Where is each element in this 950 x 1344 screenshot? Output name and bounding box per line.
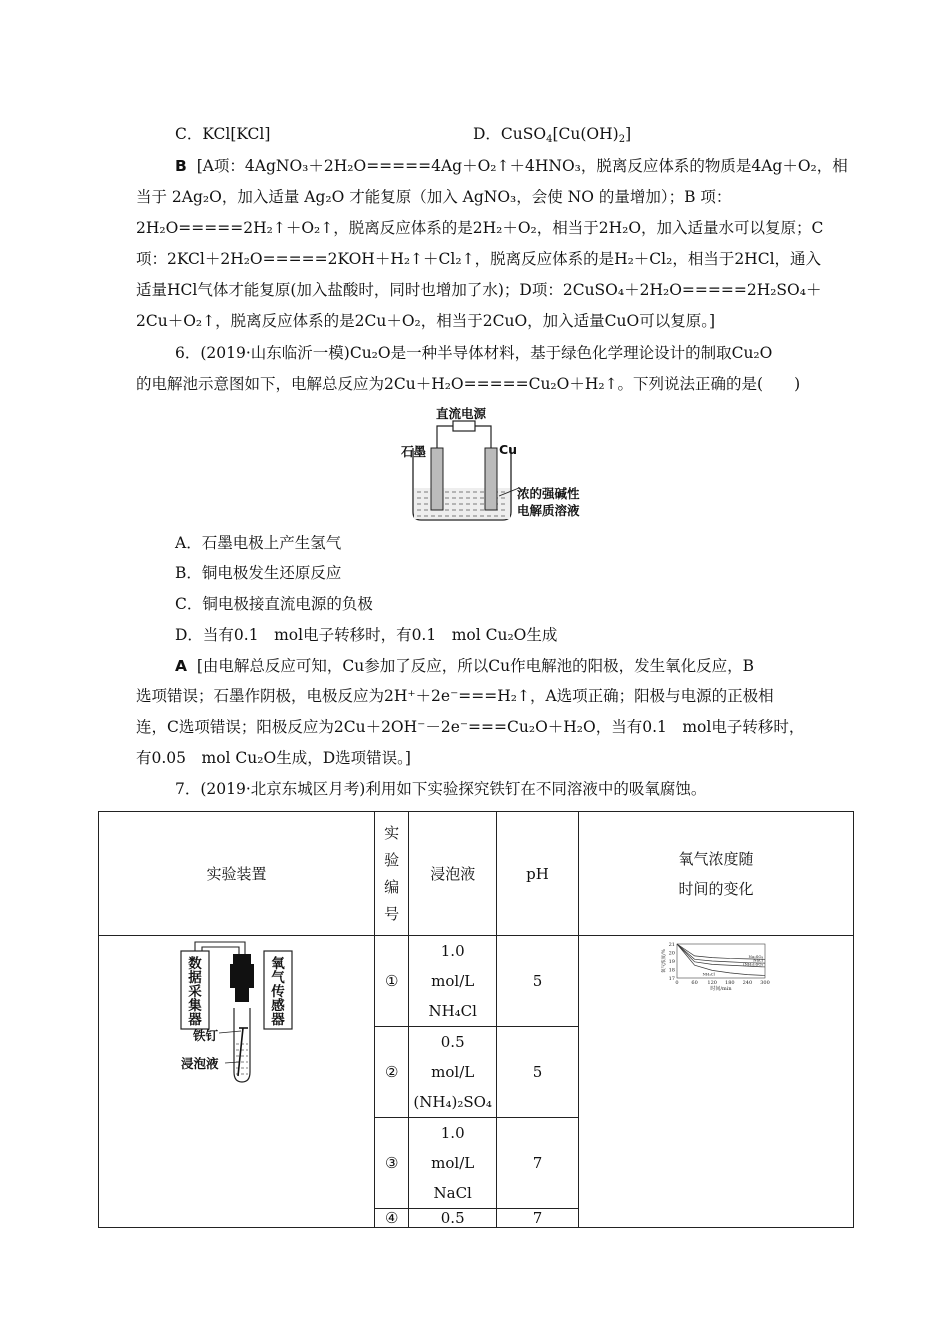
x-tick-label: 240 [742, 980, 753, 986]
y-tick-label: 21 [668, 942, 675, 948]
row2-solution: 0.5 mol/L (NH₄)₂SO₄ [409, 1027, 497, 1118]
answer-q5-line3: 2H₂O=====2H₂↑＋O₂↑，脱离反应体系的是2H₂＋O₂，相当于2H₂O，加入适量水可以复原；C [136, 219, 824, 237]
header-ph: pH [497, 812, 579, 936]
row1-solution: 1.0 mol/L NH₄Cl [409, 936, 497, 1027]
x-tick-label: 0 [675, 980, 679, 986]
row4-solution: 0.5 [409, 1209, 497, 1228]
electrolysis-figure [395, 402, 595, 524]
label-cu: Cu [499, 442, 518, 457]
answer-q6-line3: 连，C选项错误；阳极反应为2Cu＋2OH⁻－2e⁻===Cu₂O＋H₂O，当有0.1 mol电子转移时， [136, 718, 805, 736]
label-electrolyte-2: 电解质溶液 [517, 503, 580, 518]
series-label: Na₂SO₄ [748, 953, 763, 959]
row4-ph: 7 [497, 1209, 579, 1228]
o2-concentration-chart [579, 936, 853, 996]
row2-num: ② [375, 1027, 409, 1118]
series-label: NH₄Cl [702, 971, 715, 977]
row4-num: ④ [375, 1209, 409, 1228]
header-solution: 浸泡液 [409, 812, 497, 936]
option-c: C．KCl[KCl] [175, 125, 271, 143]
device-cell [99, 936, 375, 1228]
y-tick-label: 20 [668, 950, 675, 957]
row1-num: ① [375, 936, 409, 1027]
answer-q5-line1: B [A项：4AgNO₃＋2H₂O=====4Ag＋O₂↑＋4HNO₃，脱离反应体系的物质是4Ag＋O₂，相 [175, 157, 848, 175]
option-d: D．$CuSO_4[Cu(OH)_2]$ [473, 125, 632, 145]
x-axis-label: 时间/min [710, 986, 732, 992]
series-label: NaCl [753, 957, 763, 963]
question-7-stem: 7．(2019·北京东城区月考)利用如下实验探究铁钉在不同溶液中的吸氧腐蚀。 [175, 780, 707, 798]
header-o2: 氧气浓度随 时间的变化 [578, 812, 853, 936]
sensor-head [233, 954, 251, 964]
answer-q6-line1: A [由电解总反应可知，Cu参加了反应，所以Cu作电解池的阳极，发生氧化反应，B [175, 657, 754, 675]
y-tick-label: 17 [668, 976, 675, 982]
option-6b: B．铜电极发生还原反应 [175, 564, 342, 582]
answer-letter: B [175, 157, 187, 175]
question-6-line1: 6．(2019·山东临沂一模)Cu₂O是一种半导体材料，基于绿色化学理论设计的制取Cu₂O [175, 344, 773, 362]
y-axis-label: 氧气浓度/% [661, 949, 667, 973]
row3-ph: 7 [497, 1118, 579, 1209]
o2-chart-cell [578, 936, 853, 1228]
answer-q5-line6: 2Cu＋O₂↑，脱离反应体系的是2Cu＋O₂，相当于2CuO，加入适量CuO可以复原。] [136, 312, 715, 330]
label-liquid: 浸泡液 [181, 1056, 219, 1071]
label-sensor: 氧 气 传 感 器 [271, 956, 285, 1028]
option-6c: C．铜电极接直流电源的负极 [175, 595, 373, 613]
table-row [99, 936, 854, 1027]
table-header-row [99, 812, 854, 936]
answer-q5-line2: 当于 2Ag₂O，加入适量 Ag₂O 才能复原（加入 AgNO₃，会使 NO 的量增加）；B 项： [136, 188, 732, 206]
sensor-plug [235, 988, 249, 1002]
x-tick-label: 300 [760, 980, 770, 986]
graphite-electrode [431, 448, 443, 510]
answer-q6-line2: 选项错误；石墨作阴极，电极反应为2H⁺＋2e⁻===H₂↑，A选项正确；阳极与电源的正极相 [136, 687, 774, 705]
iron-nail [238, 1028, 243, 1076]
answer-letter: A [175, 657, 187, 675]
label-power: 直流电源 [436, 406, 487, 421]
resistor-symbol [453, 421, 475, 431]
sensor-body [230, 964, 254, 988]
row2-ph: 5 [497, 1027, 579, 1118]
row1-ph: 5 [497, 936, 579, 1027]
experiment-table [98, 811, 854, 1228]
option-6a: A．石墨电极上产生氢气 [175, 534, 342, 552]
label-electrolyte-1: 浓的强碱性 [517, 486, 580, 501]
copper-electrode [485, 448, 497, 510]
y-tick-label: 18 [668, 967, 675, 974]
series-label: (NH₄)₂SO₄ [743, 961, 763, 967]
row3-num: ③ [375, 1118, 409, 1209]
x-tick-label: 120 [707, 980, 717, 986]
answer-q5-line4: 项：2KCl＋2H₂O=====2KOH＋H₂↑＋Cl₂↑，脱离反应体系的是H₂＋Cl₂，相当于2HCl，通入 [136, 250, 822, 268]
label-graphite: 石墨 [401, 444, 427, 459]
label-collector: 数 据 采 集 器 [188, 956, 202, 1028]
device-figure [99, 936, 374, 1086]
x-tick-label: 180 [725, 980, 735, 986]
x-tick-label: 60 [691, 980, 698, 986]
header-device: 实验装置 [99, 812, 375, 936]
answer-q5-line5: 适量HCl气体才能复原(加入盐酸时，同时也增加了水)；D项：2CuSO₄＋2H₂O=====2H₂SO₄＋ [136, 281, 822, 299]
question-6-line2: 的电解池示意图如下，电解总反应为2Cu＋H₂O=====Cu₂O＋H₂↑。下列说法正确的是( ) [136, 375, 801, 393]
y-tick-label: 19 [668, 959, 675, 965]
option-6d: D．当有0.1 mol电子转移时，有0.1 mol Cu₂O生成 [175, 626, 558, 644]
label-nail: 铁钉 [193, 1028, 219, 1043]
answer-q6-line4: 有0.05 mol Cu₂O生成，D选项错误。] [136, 749, 411, 767]
header-number: 实 验 编 号 [375, 812, 409, 936]
device-diagram [99, 936, 374, 1086]
series-line [677, 944, 765, 975]
row3-solution: 1.0 mol/L NaCl [409, 1118, 497, 1209]
